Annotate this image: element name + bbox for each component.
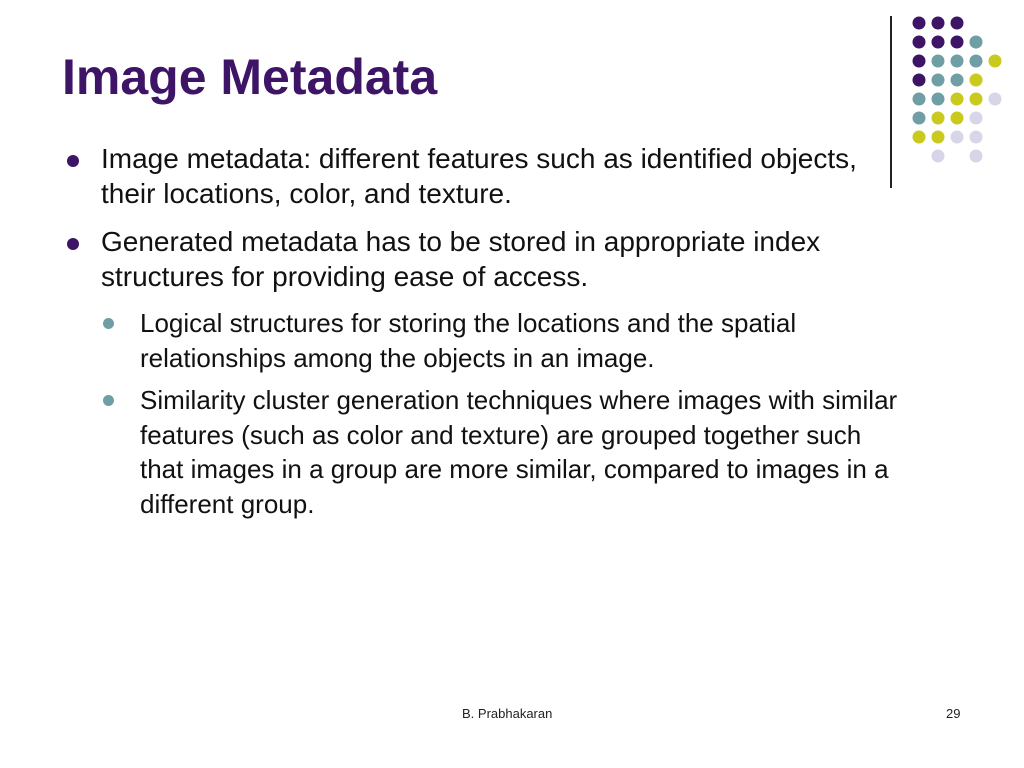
bullet-dot-icon: [67, 155, 79, 167]
footer-author: B. Prabhakaran: [462, 706, 553, 721]
sub-bullet-item: [140, 306, 900, 375]
footer-page-number: 29: [946, 706, 961, 721]
bullet-text: Image metadata: different features such as identified objects, their locations, color, and texture.: [101, 143, 857, 209]
sub-bullet-item: [140, 383, 900, 521]
bullet-dot-icon: [67, 238, 79, 250]
sub-bullet-text: Similarity cluster generation techniques where images with similar features (such as color and texture) are grouped together such that images in a group are more similar, compared to images in a different group.: [140, 385, 898, 519]
sub-bullet-dot-icon: [103, 395, 114, 406]
sub-bullet-dot-icon: [103, 318, 114, 329]
bullet-item: [101, 142, 901, 211]
sub-bullet-text: Logical structures for storing the locations and the spatial relationships among the objects in an image.: [140, 308, 797, 373]
bullet-text: Generated metadata has to be stored in appropriate index structures for providing ease of access.: [101, 226, 821, 292]
slide-title: Image Metadata: [62, 49, 438, 105]
bullet-item: [101, 225, 901, 294]
